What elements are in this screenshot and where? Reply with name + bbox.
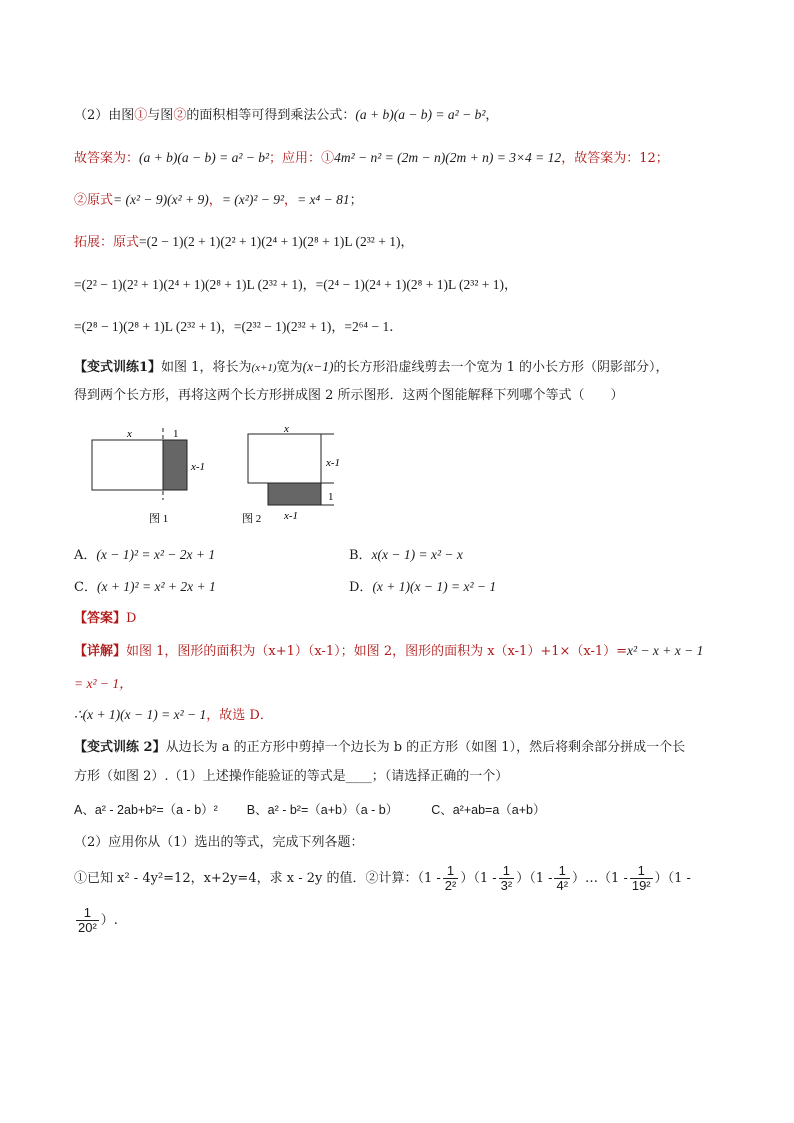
circle-two: ② — [173, 108, 187, 123]
fig2-label-side-x1: x-1 — [326, 457, 341, 469]
ex1-line-2 — [74, 386, 624, 406]
ex1-text-line2: 得到两个长方形，再将这两个长方形拼成图 2 所示图形．这两个图能解释下列哪个等式（ ） — [74, 388, 624, 403]
ex2-line6-end: ）. — [100, 913, 118, 928]
part2-tail: 的面积相等可得到乘法公式： — [186, 108, 356, 123]
option-c-letter: C． — [74, 580, 97, 595]
ex2-sep-1: ）（1 - — [460, 871, 497, 886]
ex1-detail-3 — [74, 705, 273, 726]
ex1-answer — [74, 609, 136, 629]
detail-math-3: ∴(x + 1)(x − 1) = x² − 1 — [74, 707, 207, 722]
ex1-tag: 【变式训练1】 — [74, 360, 162, 375]
ex2-sep-2: ）（1 - — [516, 871, 553, 886]
option-a-letter: A． — [74, 548, 97, 563]
original-eq1: = (x² − 9)(x² + 9) — [113, 192, 209, 207]
detail-math-1: x² − x + x − 1 — [627, 643, 704, 658]
ex1-text-2: 宽为 — [276, 360, 303, 375]
option-a-expr: (x − 1)² = x² − 2x + 1 — [96, 547, 216, 562]
answer-end: ； — [655, 151, 669, 166]
option-b-expr: x(x − 1) = x² − x — [371, 547, 463, 562]
ex1-line-1 — [74, 357, 669, 378]
ex2-option-b: B、a² - b²=（a+b）（a - b） — [246, 803, 399, 817]
answer-tag: 【答案】 — [74, 611, 127, 626]
ex2-text-2: 方形（如图 2）.（1）上述操作能验证的等式是____；（请选择正确的一个） — [74, 769, 509, 784]
expand-eq1: =(2 − 1)(2 + 1)(2² + 1)(2⁴ + 1)(2⁸ + 1)L (2³² + 1)， — [139, 234, 414, 249]
ex2-line-4 — [74, 833, 364, 853]
option-b-letter: B． — [349, 548, 372, 563]
ex2-option-a: A、a² - 2ab+b²=（a - b）² — [74, 803, 218, 817]
answer-value: 12 — [639, 151, 656, 166]
option-b — [349, 545, 463, 566]
fig1-label-side: x-1 — [191, 461, 206, 473]
ex1-math-1: (x+1) — [251, 362, 277, 374]
ex2-text-1: 从边长为 a 的正方形中剪掉一个边长为 b 的正方形（如图 1），然后将剩余部分拼成一个长 — [165, 740, 686, 755]
fig2-label-x: x — [284, 423, 289, 435]
detail-tag: 【详解】 — [74, 644, 127, 659]
ex2-tail: ）（1 - — [654, 871, 691, 886]
fig1-caption: 图 1 — [149, 513, 169, 525]
ex2-ellipsis: ）…（1 - — [572, 871, 628, 886]
ex1-text-1: 如图 1，将长为 — [161, 360, 252, 375]
ex2-text-4: （2）应用你从（1）选出的等式，完成下列各题： — [74, 835, 364, 850]
original-eq3: = x⁴ − 81 — [297, 192, 350, 207]
expand-eq3c: =2⁶⁴ − 1． — [344, 319, 403, 334]
fig2-label-bottom: x-1 — [284, 510, 299, 522]
fig2-label-side-1: 1 — [328, 491, 334, 503]
circle-one: ① — [134, 108, 148, 123]
frac-1-over-4sq: $\frac{1}{\text{4²}}$ — [556, 863, 569, 893]
ex2-line-1 — [74, 738, 685, 758]
ex2-tag: 【变式训练 2】 — [74, 740, 166, 755]
ex1-math-2: (x−1) — [302, 359, 334, 374]
ex1-detail-2 — [74, 674, 133, 695]
answer-prefix: 故答案为： — [74, 151, 140, 166]
fig2-top-rect — [248, 434, 321, 483]
option-c-expr: (x + 1)² = x² + 2x + 1 — [96, 579, 216, 594]
detail-text-1: 如图 1，图形的面积为（x+1）（x-1）；如图 2，图形的面积为 x（x-1）+1×（x-1）= — [126, 644, 628, 659]
expand-line-2: =(2² − 1)(2² + 1)(2⁴ + 1)(2⁸ + 1)L (2³² + 1)，=(2⁴ − 1)(2⁴ + 1)(2⁸ + 1)L (2³² + 1)， — [74, 277, 518, 293]
expand-eq3a: =(2⁸ − 1)(2⁸ + 1)L (2³² + 1) — [74, 319, 221, 334]
fig2-shade — [268, 483, 321, 505]
original-circle: ② — [74, 193, 88, 208]
apply-formula: 4m² − n² = (2m − n)(2m + n) = 3×4 = 12 — [334, 150, 562, 165]
fig1-label-1: 1 — [173, 428, 179, 440]
original-label: 原式 — [87, 193, 114, 208]
fig2-caption: 图 2 — [242, 513, 262, 525]
expand-line-1 — [74, 232, 414, 253]
fig1-shade — [163, 440, 187, 490]
detail-math-2: = x² − 1， — [74, 676, 133, 691]
frac-1-over-3sq: $\frac{1}{\text{3²}}$ — [500, 863, 513, 893]
answer-letter: D — [126, 611, 137, 626]
ex2-text-5: ①已知 x² - 4y²=12，x+2y=4，求 x - 2y 的值．②计算：（1 - — [74, 871, 441, 886]
option-d-letter: D． — [349, 580, 373, 595]
ex2-line-5 — [74, 861, 691, 897]
option-d-expr: (x + 1)(x − 1) = x² − 1 — [372, 579, 497, 594]
answer-formula: (a + b)(a − b) = a² − b² — [139, 150, 270, 165]
frac-1-over-2sq: $\frac{1}{\text{2²}}$ — [444, 863, 457, 893]
option-d — [349, 577, 496, 598]
expand-label: 拓展：原式 — [74, 235, 140, 250]
apply-label: ；应用： — [269, 151, 322, 166]
ex2-line-2 — [74, 767, 508, 787]
original-end: ； — [349, 193, 363, 208]
ex2-option-c: C、a²+ab=a（a+b） — [431, 803, 546, 817]
detail-end: ，故选 D． — [206, 708, 273, 723]
ex1-text-3: 的长方形沿虚线剪去一个宽为 1 的小长方形（阴影部分）， — [333, 360, 669, 375]
frac-1-over-19sq: $\frac{1}{\text{19²}}$ — [631, 863, 651, 893]
answer-label: ，故答案为： — [561, 151, 640, 166]
part2-lead: （2）由图 — [74, 108, 135, 123]
ex2-options — [74, 800, 546, 820]
figure-2 — [236, 422, 356, 527]
ex1-detail-1 — [74, 641, 703, 662]
expand-eq2b: =(2⁴ − 1)(2⁴ + 1)(2⁸ + 1)L (2³² + 1)， — [315, 277, 518, 292]
original-eq2: = (x²)² − 9² — [221, 192, 285, 207]
original-line: ②原式= (x² − 9)(x² + 9)，= (x²)² − 9²，= x⁴ − 81； — [74, 192, 363, 208]
fig1-label-x: x — [127, 428, 132, 440]
part2-line — [74, 105, 498, 126]
expand-eq2a: =(2² − 1)(2² + 1)(2⁴ + 1)(2⁸ + 1)L (2³² + 1) — [74, 277, 303, 292]
frac-1-over-20sq: $\frac{1}{\text{20²}}$ — [78, 905, 97, 935]
part2-mid: 与图 — [147, 108, 174, 123]
part2-formula: (a + b)(a − b) = a² − b² — [355, 107, 486, 122]
apply-circle: ① — [321, 151, 335, 166]
option-a — [74, 545, 215, 566]
expand-line-3: =(2⁸ − 1)(2⁸ + 1)L (2³² + 1)，=(2³² − 1)(2³² + 1)，=2⁶⁴ − 1． — [74, 319, 403, 335]
expand-eq3b: =(2³² − 1)(2³² + 1) — [233, 319, 332, 334]
figure-1 — [85, 424, 215, 529]
option-c — [74, 577, 216, 598]
ex2-line-6 — [74, 903, 118, 939]
answer-line — [74, 148, 669, 169]
part2-end: ， — [485, 108, 499, 123]
